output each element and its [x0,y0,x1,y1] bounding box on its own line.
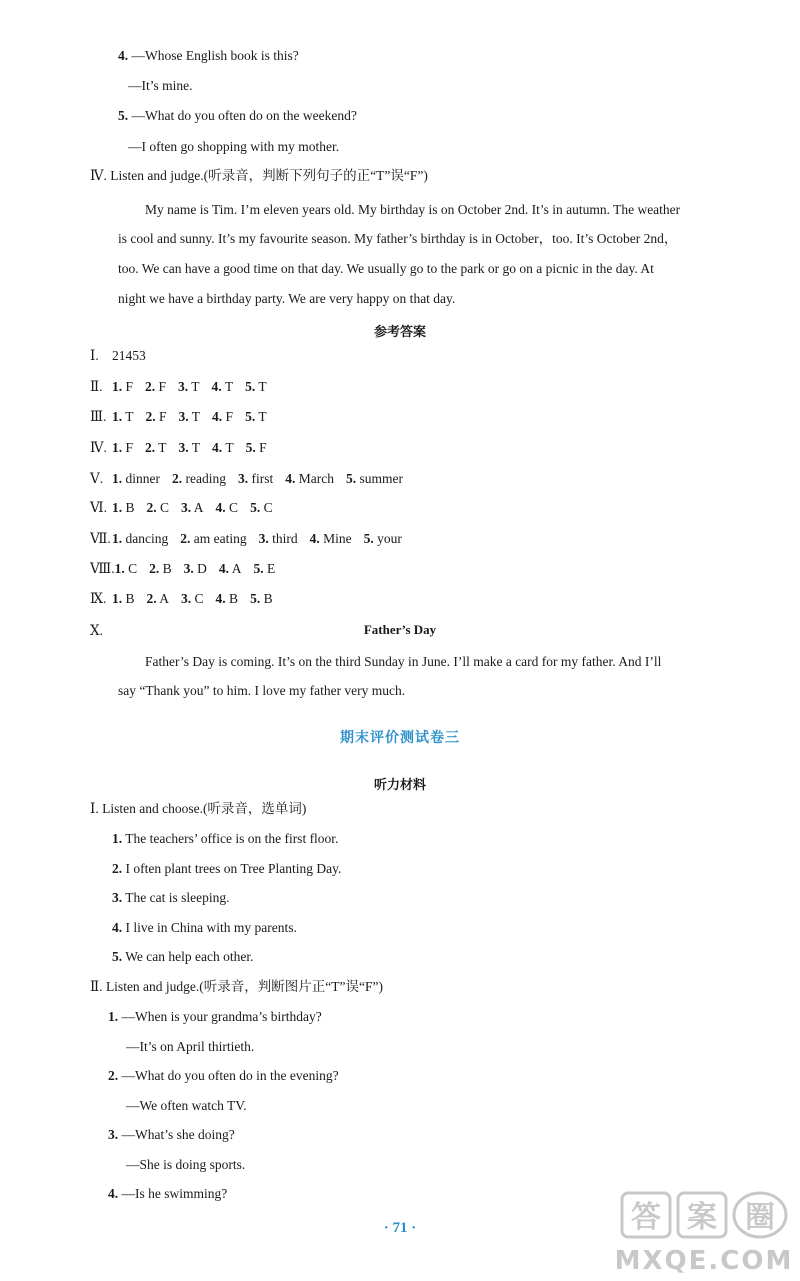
answer-item [364,530,402,548]
section-i-item-2: 2. I often plant trees on Tree Planting Day. [112,861,342,876]
answer-row-number: Ⅷ. [90,561,115,576]
answer-item [246,439,267,457]
answer-item-value: March [298,471,334,486]
section-x-line-1: Father’s Day is coming. It’s on the third Sunday in June. I’ll make a card for my father. And I’ll [145,654,662,669]
answer-item [219,560,242,578]
answer-item [285,470,334,488]
answer-row-number: Ⅳ. [90,440,107,455]
section-iv-line-4: night we have a birthday party. We are very happy on that day. [118,291,456,306]
answer-item-number: 3. [178,409,189,424]
answer-item [184,560,207,578]
answer-item-value: T [258,409,267,424]
answer-item [112,439,133,457]
answer-row-number: Ⅲ. [90,409,107,424]
section-x-line-2: say “Thank you” to him. I love my father very much. [118,683,406,698]
answer-item-number: 2. [149,561,160,576]
answer-item-number: 1. [112,409,123,424]
answer-item-value: summer [359,471,403,486]
answer-item [112,347,146,365]
answer-item-value: 21453 [112,348,146,363]
watermark-logo [614,1187,794,1277]
answer-item [145,439,167,457]
answer-item-value: A [193,500,204,515]
answer-item-value: D [197,561,207,576]
answer-item [181,590,204,608]
section-ii-dialogue-2-answer: —We often watch TV. [126,1098,247,1113]
answer-item [346,470,403,488]
answer-item [172,470,226,488]
answer-item-value: B [263,591,273,606]
answer-item-value: C [263,500,273,515]
answer-item-number: 3. [178,379,189,394]
answer-item-value: F [225,409,234,424]
dialogue-4-answer: —It’s mine. [128,78,193,93]
answer-item-value: F [159,409,167,424]
answer-item-number: 1. [114,561,125,576]
answer-item-value: A [159,591,170,606]
answer-item [147,499,170,517]
answer-row [90,378,279,396]
answer-item-number: 1. [112,440,123,455]
answer-item-value: E [266,561,276,576]
answer-item [259,530,298,548]
answer-row [90,439,279,457]
answer-row [90,499,285,517]
answer-row-number: Ⅱ. [90,379,103,394]
answer-item [216,590,239,608]
answer-item [147,590,170,608]
answer-row [90,560,287,578]
answer-item-value: Mine [323,531,352,546]
answer-item [253,560,275,578]
section-i-item-5: 5. We can help each other. [112,949,254,964]
answer-item-number: 5. [245,379,256,394]
answer-item-value: T [224,379,234,394]
answer-item [179,439,201,457]
answer-item [245,408,267,426]
answer-row [90,530,414,548]
answer-item-value: third [272,531,298,546]
answer-item-value: first [251,471,274,486]
answer-item-number: 3. [178,440,189,455]
answer-row [90,408,279,426]
answer-item-number: 5. [363,531,374,546]
answer-item-value: F [158,379,167,394]
section-ii-dialogue-1-answer: —It’s on April thirtieth. [126,1039,255,1054]
section-ii-dialogue-1-question: 1. —When is your grandma’s birthday? [108,1009,322,1024]
section-iv-line-3: too. We can have a good time on that day. We usually go to the park or go on a picnic in the day. At [118,261,654,276]
exam-title: 期末评价测试卷三 [340,731,460,746]
answer-item-value: F [259,440,267,455]
answer-item-value: B [162,561,172,576]
answer-item [250,499,273,517]
answer-item-number: 5. [253,561,264,576]
answer-item-number: 2. [180,531,191,546]
answer-item [250,590,273,608]
answer-item-number: 4. [212,440,223,455]
dialogue-4-question: 4. —Whose English book is this? [118,48,299,63]
answer-item-number: 5. [250,591,261,606]
answer-item-number: 4. [285,471,296,486]
answer-item-number: 5. [245,409,256,424]
listening-heading: 听力材料 [373,777,426,792]
answer-item-number: 4. [309,531,320,546]
answer-item-number: 1. [112,531,123,546]
answer-item-value: F [125,440,134,455]
answer-item-number: 3. [237,471,249,486]
answer-item-number: 4. [212,409,223,424]
answer-item-value: T [258,379,267,394]
answer-item [115,560,138,578]
answer-item-value: B [229,591,239,606]
answer-row-number: Ⅸ. [90,591,107,606]
answer-item-number: 1. [112,379,123,394]
answer-item [216,499,239,517]
answer-item-value: T [158,440,167,455]
answer-item [149,560,172,578]
answer-item-value: T [191,440,201,455]
answer-item [145,378,166,396]
answer-item-number: 4. [218,561,230,576]
answer-item [112,590,135,608]
answer-item [179,408,201,426]
answer-item-number: 3. [258,531,269,546]
answer-item [180,530,246,548]
answer-item-number: 2. [146,500,157,515]
section-iv-line-2: is cool and sunny. It’s my favourite season. My father’s birthday is in October，too. It’s October 2nd， [118,231,678,246]
section-i-item-3: 3. The cat is sleeping. [112,890,230,905]
section-x-title: Father’s Day [363,622,437,637]
answer-item [112,470,160,488]
answer-item-number: 2. [145,440,156,455]
answer-item [212,439,234,457]
answer-item-value: dinner [125,471,160,486]
answer-item-value: T [125,409,134,424]
answer-item-number: 5. [245,440,256,455]
answer-item-value: T [225,440,234,455]
answer-item-number: 3. [181,591,192,606]
page-number: · 71 · [383,1220,417,1236]
answer-item-value: dancing [125,531,169,546]
answer-item-number: 3. [181,500,192,515]
answer-item-value: C [194,591,204,606]
answer-item [310,530,352,548]
answer-row [90,347,158,365]
answer-item-number: 1. [112,591,123,606]
answer-item-number: 1. [112,500,123,515]
answer-item-number: 2. [145,409,156,424]
answer-row-number: Ⅵ. [90,500,107,515]
section-ii-dialogue-3-answer: —She is doing sports. [126,1157,246,1172]
answer-item-number: 5. [345,471,357,486]
answer-item-number: 4. [215,591,226,606]
answer-item-number: 2. [145,379,156,394]
answer-item-number: 3. [183,561,194,576]
answer-item-value: T [191,379,200,394]
answer-item-value: B [125,591,135,606]
answer-item [212,378,234,396]
answer-item-value: T [191,409,201,424]
answer-item-number: 2. [172,471,183,486]
section-x-num: Ⅹ. [90,623,103,638]
answer-item-number: 4. [215,500,226,515]
answer-row-number: Ⅴ. [90,471,104,486]
answer-item-value: your [377,531,402,546]
answer-item [181,499,204,517]
answer-item-value: reading [185,471,226,486]
answer-item-value: F [125,379,134,394]
section-ii-dialogue-3-question: 3. —What’s she doing? [108,1127,235,1142]
answer-item-value: C [160,500,170,515]
answer-item [212,408,233,426]
section-ii-title: Ⅱ. Listen and judge.(听录音，判断图片正“T”误“F”) [90,979,384,994]
answers-heading: 参考答案 [373,324,426,339]
section-i-item-1: 1. The teachers’ office is on the first floor. [112,831,339,846]
svg-text:答: 答 [631,1200,661,1235]
svg-text:圈: 圈 [745,1200,775,1235]
section-i-title: Ⅰ. Listen and choose.(听录音，选单词) [90,801,307,816]
answer-row-number: Ⅰ. [90,348,99,363]
answer-item-number: 2. [146,591,157,606]
answer-row [90,590,285,608]
section-ii-dialogue-2-question: 2. —What do you often do in the evening? [108,1068,339,1083]
answer-item [245,378,267,396]
answer-item-number: 5. [250,500,261,515]
section-iv-line-1: My name is Tim. I’m eleven years old. My birthday is on October 2nd. It’s in autumn. The weather [145,202,681,217]
answer-item-value: A [231,561,242,576]
answer-item-value: am eating [193,531,247,546]
section-i-item-4: 4. I live in China with my parents. [112,920,297,935]
answer-item-value: C [128,561,138,576]
answer-row-number: Ⅶ. [90,531,111,546]
answer-item [112,378,133,396]
answer-item-number: 1. [112,471,123,486]
answer-item [178,378,200,396]
svg-text:MXQE.COM: MXQE.COM [614,1246,794,1276]
answer-item-value: B [125,500,135,515]
answer-item [112,408,134,426]
answer-item [238,470,273,488]
answer-item-number: 4. [211,379,222,394]
answer-item-value: C [229,500,239,515]
answer-item [112,530,168,548]
answer-item [112,499,135,517]
svg-text:案: 案 [687,1200,717,1235]
section-ii-dialogue-4-question: 4. —Is he swimming? [108,1186,228,1201]
section-iv-title: Ⅳ. Listen and judge.(听录音，判断下列句子的正“T”误“F”) [90,168,428,183]
answer-item [146,408,167,426]
answer-row [90,470,415,488]
dialogue-5-question: 5. —What do you often do on the weekend? [118,108,357,123]
dialogue-5-answer: —I often go shopping with my mother. [128,139,340,154]
